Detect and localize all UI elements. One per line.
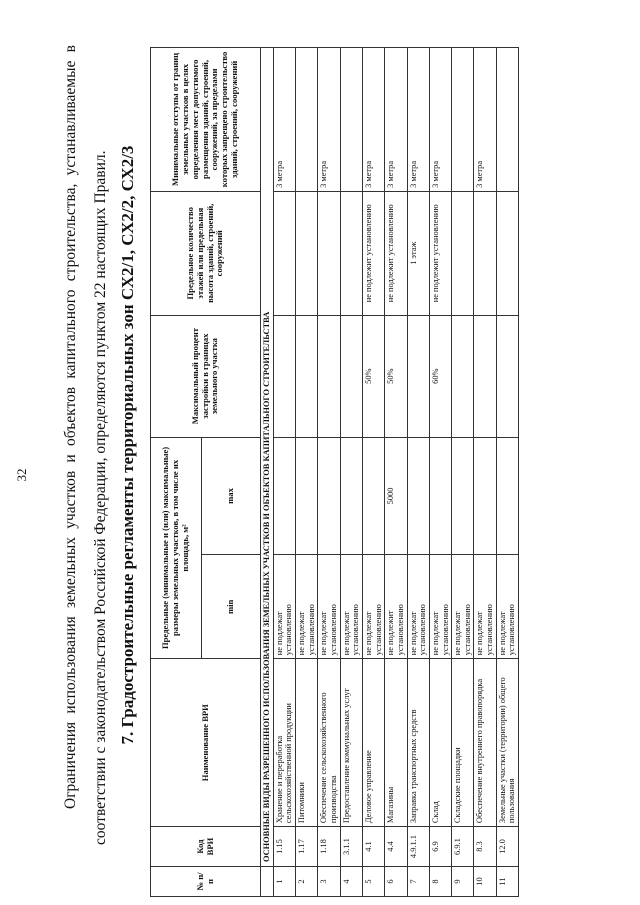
cell-coverage: [474, 315, 496, 437]
cell-max: [273, 437, 295, 555]
cell-name: Складские площадки: [452, 659, 474, 827]
cell-num: 2: [295, 867, 317, 897]
section-label: ОСНОВНЫЕ ВИДЫ РАЗРЕШЕННОГО ИСПОЛЬЗОВАНИЯ ЗЕМЕЛЬНЫХ УЧАСТКОВ И ОБЪЕКТОВ КАПИТАЛЬНОГО СТРОИТЕЛЬСТВА: [261, 48, 274, 867]
cell-min: не подлежат установлению: [496, 555, 518, 659]
cell-coverage: [496, 315, 518, 437]
page-number: 32: [14, 468, 29, 482]
cell-max: [318, 437, 340, 555]
cell-code: 1.17: [295, 827, 317, 867]
intro-paragraph: Ограничения использования земельных участков и объектов капитального строительства, устанавливаемые в соответствии с законодательством Российской Федерации, определяются пунктом 22 настоящих Правил.: [62, 45, 109, 845]
header-floors: Предельное количество этажей или предельная высота зданий, строений, сооружений: [151, 191, 261, 315]
cell-setback: 3 метра: [318, 48, 340, 192]
cell-coverage: [407, 315, 429, 437]
cell-min: не подлежат установлению: [407, 555, 429, 659]
cell-min: не подлежат установлению: [273, 555, 295, 659]
cell-name: Питомники: [295, 659, 317, 827]
cell-setback: [496, 48, 518, 192]
table-row: [340, 48, 362, 897]
cell-num: 3: [318, 867, 340, 897]
cell-name: Заправка транспортных средств: [407, 659, 429, 827]
header-coverage: Максимальный процент застройки в границах земельного участка: [151, 315, 261, 437]
cell-coverage: [452, 315, 474, 437]
cell-name: Обеспечение сельскохозяйственного производства: [318, 659, 340, 827]
header-size: Предельные (минимальные и (или) максимальные) размеры земельных участков, в том числе их площадь, м²: [151, 437, 202, 659]
cell-floors: [318, 191, 340, 315]
regulations-table: [150, 47, 519, 897]
table-row: [474, 48, 496, 897]
cell-max: [295, 437, 317, 555]
cell-code: 12.0: [496, 827, 518, 867]
cell-min: не подлежат установлению: [474, 555, 496, 659]
header-setback: Минимальные отступы от границ земельных участков в целях определения мест допустимого размещения зданий, строений, сооружений, за пределами которых запрещено строительство зданий, строений, сооружений: [151, 48, 261, 192]
cell-num: 1: [273, 867, 295, 897]
header-max: max: [202, 437, 261, 555]
cell-name: Склад: [429, 659, 451, 827]
cell-name: Земельные участки (территории) общего пользования: [496, 659, 518, 827]
cell-num: 10: [474, 867, 496, 897]
cell-coverage: 50%: [385, 315, 407, 437]
header-min: min: [202, 555, 261, 659]
cell-floors: не подлежит установлению: [429, 191, 451, 315]
cell-floors: не подлежит установлению: [385, 191, 407, 315]
cell-coverage: 60%: [429, 315, 451, 437]
cell-floors: 1 этаж: [407, 191, 429, 315]
table-row: [295, 48, 317, 897]
cell-setback: 3 метра: [407, 48, 429, 192]
section-title: 7. Градостроительные регламенты территориальных зон СХ2/1, СХ2/2, СХ2/3: [118, 145, 137, 745]
cell-coverage: [295, 315, 317, 437]
cell-max: [496, 437, 518, 555]
header-name: Наименование ВРИ: [151, 659, 261, 827]
cell-max: [340, 437, 362, 555]
cell-max: 5000: [385, 437, 407, 555]
cell-code: 1.18: [318, 827, 340, 867]
table-row: [452, 48, 474, 897]
cell-setback: [295, 48, 317, 192]
cell-setback: 3 метра: [362, 48, 384, 192]
cell-max: [452, 437, 474, 555]
cell-code: 6.9.1: [452, 827, 474, 867]
cell-code: 4.1: [362, 827, 384, 867]
cell-setback: 3 метра: [385, 48, 407, 192]
cell-floors: [496, 191, 518, 315]
table-row: [385, 48, 407, 897]
cell-setback: [452, 48, 474, 192]
cell-floors: [474, 191, 496, 315]
cell-max: [407, 437, 429, 555]
cell-min: не подлежит установлению: [385, 555, 407, 659]
cell-num: 9: [452, 867, 474, 897]
cell-setback: [340, 48, 362, 192]
cell-coverage: [318, 315, 340, 437]
cell-num: 11: [496, 867, 518, 897]
table-row: [407, 48, 429, 897]
cell-setback: 3 метра: [429, 48, 451, 192]
cell-floors: [340, 191, 362, 315]
cell-floors: [273, 191, 295, 315]
table-row: [496, 48, 518, 897]
table-row: [429, 48, 451, 897]
table-row: [362, 48, 384, 897]
cell-min: не подлежат установлению: [318, 555, 340, 659]
table-row: [318, 48, 340, 897]
cell-code: 3.1.1: [340, 827, 362, 867]
cell-coverage: [340, 315, 362, 437]
header-code: Код ВРИ: [151, 827, 261, 867]
cell-code: 4.4: [385, 827, 407, 867]
cell-num: 8: [429, 867, 451, 897]
table-row: [273, 48, 295, 897]
cell-coverage: 50%: [362, 315, 384, 437]
cell-code: 4.9.1.1: [407, 827, 429, 867]
cell-name: Предоставление коммунальных услуг: [340, 659, 362, 827]
cell-num: 4: [340, 867, 362, 897]
cell-code: 1.15: [273, 827, 295, 867]
cell-code: 6.9: [429, 827, 451, 867]
cell-floors: [295, 191, 317, 315]
cell-name: Магазины: [385, 659, 407, 827]
cell-num: 7: [407, 867, 429, 897]
cell-min: не подлежат установлению: [452, 555, 474, 659]
cell-min: не подлежат установлению: [429, 555, 451, 659]
cell-max: [429, 437, 451, 555]
cell-min: не подлежат установлению: [295, 555, 317, 659]
cell-code: 8.3: [474, 827, 496, 867]
cell-num: 6: [385, 867, 407, 897]
cell-setback: 3 метра: [474, 48, 496, 192]
cell-setback: 3 метра: [273, 48, 295, 192]
cell-name: Деловое управление: [362, 659, 384, 827]
cell-num: 5: [362, 867, 384, 897]
header-num: № п/п: [151, 867, 261, 897]
cell-max: [362, 437, 384, 555]
cell-name: Хранение и переработка сельскохозяйственной продукции: [273, 659, 295, 827]
cell-min: не подлежат установлению: [362, 555, 384, 659]
cell-floors: не подлежит установлению: [362, 191, 384, 315]
cell-floors: [452, 191, 474, 315]
cell-max: [474, 437, 496, 555]
cell-min: не подлежат установлению: [340, 555, 362, 659]
cell-name: Обеспечение внутреннего правопорядка: [474, 659, 496, 827]
cell-coverage: [273, 315, 295, 437]
